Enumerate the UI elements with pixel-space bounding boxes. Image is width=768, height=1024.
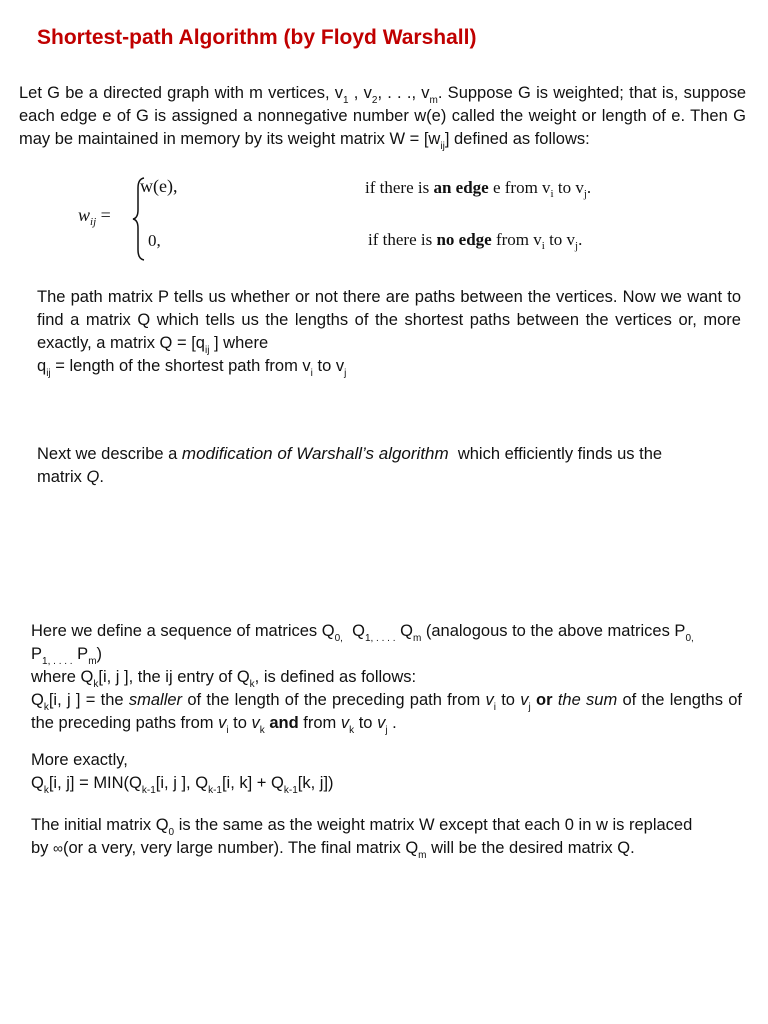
- case-no-edge-value: 0,: [148, 231, 161, 250]
- path-matrix-text: The path matrix P tells us whether or not there are paths between the vertices. Now we want to find a matrix Q which tells us the lengths of the shortest paths between the vertices or, more exactly, a matrix $Q = [q_{ij}$ ] where: [37, 288, 741, 356]
- case-edge-value: w(e),: [140, 176, 178, 196]
- initial-matrix-paragraph: The initial matrix $Q_0$ is the same as the weight matrix W except that each 0 in w is replaced by ∞(or a very, very large number). The final matrix $Q_m$ will be the desired matrix Q.: [31, 816, 693, 861]
- case-no-edge-condition: if there is no edge from $v_i$ to $v_j$.: [368, 230, 583, 252]
- intro-paragraph: Let G be a directed graph with m vertices, $v_1$ , $v_2$, . . ., $v_m$. Suppose G is weighted; that is, suppose each edge e of G is assigned a nonnegative number w(e) called the weight or length of e. Then G may be maintained in memory by its weight matrix $W = [w_{ij}]$ defined as follows:: [19, 84, 746, 152]
- weight-matrix-formula: [70, 170, 670, 265]
- page-title: Shortest-path Algorithm (by Floyd Warshall): [37, 26, 477, 49]
- qk-definition: $Q_k[i$, j ] = the smaller of the length of the preceding path from $v_i$ to $v_j$ or the sum of the lengths of the preceding paths from $v_i$ to $v_k$ and from $v_k$ to $v_j$ .: [31, 691, 742, 736]
- recurrence-formula: $Q_k[i$, $j] = MIN(Q_{k-1}[i$, j ], $Q_{k-1}[i$, $k] + Q_{k-1}[k$, j]): [31, 774, 334, 796]
- infinity-symbol: ∞: [53, 840, 63, 856]
- case-edge-condition: if there is an edge e from $v_i$ to $v_j$.: [365, 178, 592, 200]
- path-matrix-paragraph: [37, 286, 741, 378]
- formula-lhs: $w_{ij}$ =: [78, 205, 111, 228]
- sequence-definition-paragraph: Here we define a sequence of matrices $Q_{0,}$ $Q_{1, . . . .}$ $Q_m$ (analogous to the above matrices $P_{0,}$ $P_{1, . . . .}$ $P_m$) where $Q_k[i$, j ], the ij entry of $Q_k$, is defined as follows: $Q_k[i$, j ] = the smaller of the length of the preceding path from $v_i$ to $v_j$ or the sum of the lengths of the preceding paths from $v_i$ to $v_k$ and from $v_k$ to $v_j$ .: [31, 622, 742, 736]
- algorithm-name: modification of Warshall’s algorithm: [181, 444, 449, 463]
- modification-paragraph: Next we describe a modification of Warshall’s algorithm which efficiently finds us the matrix Q.: [37, 444, 663, 486]
- recurrence-paragraph: More exactly, $Q_k[i$, $j] = MIN(Q_{k-1}[i$, j ], $Q_{k-1}[i$, $k] + Q_{k-1}[k$, j]): [31, 749, 742, 795]
- qij-definition: $q_{ij}$ = length of the shortest path from $v_i$ to $v_j$: [37, 357, 347, 379]
